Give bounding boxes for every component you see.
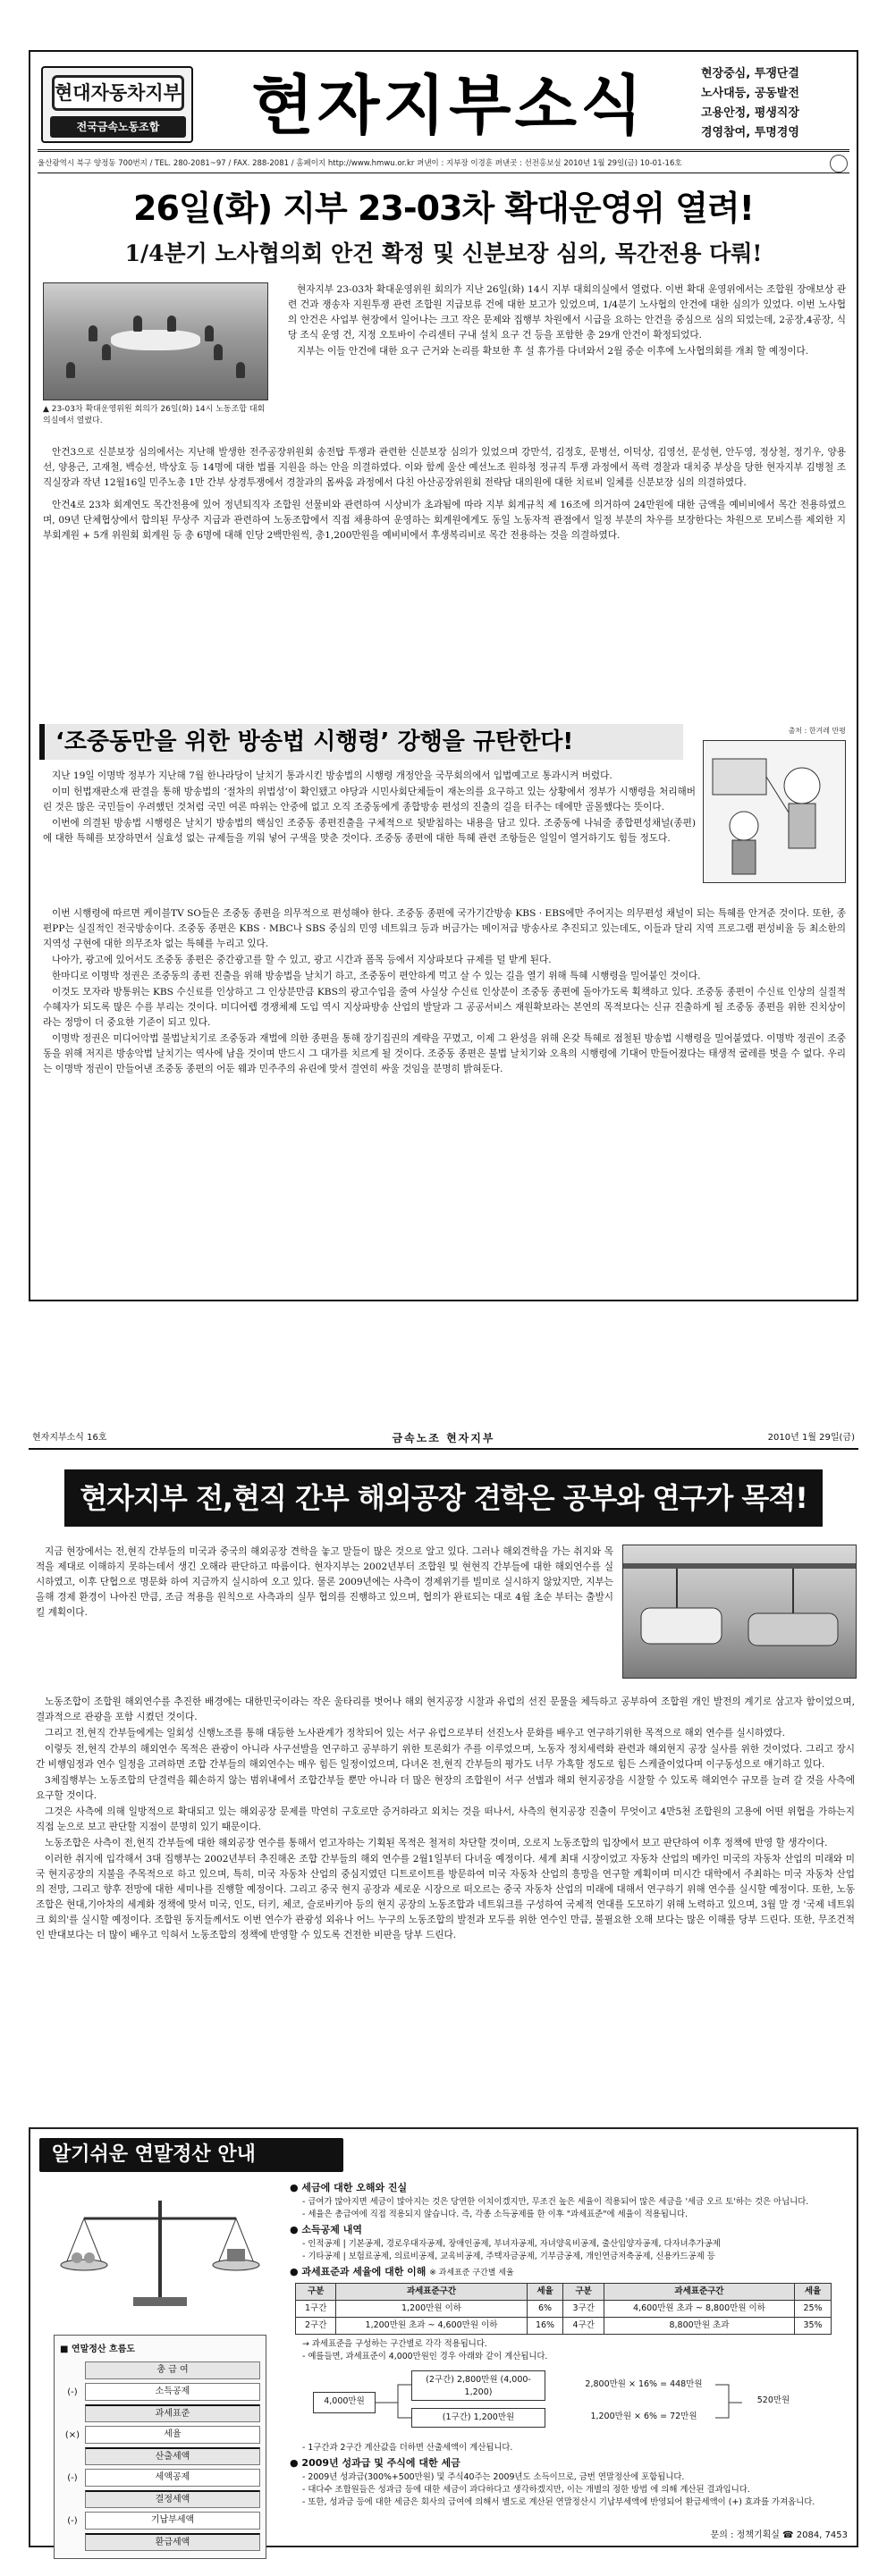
year-end-tax-guide [29, 2127, 858, 2547]
tax-line: - 세율은 총급여에 직접 적용되지 않습니다. 즉, 각종 소득공제를 한 이후 "과세표준"에 세율이 적용됩니다. [302, 2210, 688, 2219]
slogan: 현장중심, 투쟁단결 [701, 67, 799, 80]
article3-headline: 현자지부 전,현직 간부 해외공장 견학은 공부와 연구가 목적! [64, 1469, 823, 1527]
table-cell: 4구간 [563, 2318, 604, 2335]
paragraph: 노동조합이 조합원 해외연수를 추진한 배경에는 대한민국이라는 작은 울타리를 벗어나 해외 현지공장 시찰과 유럽의 선진 문물을 체득하고 공부하여 조합원 개인 발전의 계기로 삼고자 함이었으며, 결과적으로 관광을 포함 시켰던 것이다. [36, 1696, 855, 1722]
union-logo-subtitle: 전국금속노동조합 [50, 116, 186, 138]
balance-scale-icon [48, 2183, 272, 2317]
flow-operator: (-) [67, 2387, 78, 2397]
article3-body-top [36, 1545, 613, 1621]
slogan: 고용안정, 평생직장 [701, 106, 799, 120]
article2-body-top [43, 769, 696, 847]
page2-header [29, 1427, 858, 1450]
tax-guide-title: 알기쉬운 연말정산 안내 [39, 2138, 343, 2172]
paragraph: 이명박 정권은 미디어악법 불법날치기로 조중동과 재벌에 의한 종편을 통해 장기집권의 계략을 꾸몄고, 이제 그 완성을 위해 온갖 특혜로 점철된 방송법 시행령을 밀어붙였다. 이명박 정권이 조중동을 위해 저지른 방송악법 날치기는 역사에 남을 것이며 반드시 그 대가를 치르게 될 것이다. 조중동 종편은 불법 날치기와 오욕의 시행령에 기대어 만들어졌다는 태생적 굴레를 벗을 수 없다. 우리는 이명박 정권이 만들어낸 조중동 종편의 어둔 웨과 민주주의 유린에 맞서 결연히 싸울 것임을 분명히 밝혀둔다. [43, 1033, 846, 1074]
flowchart-title: ■ 연말정산 흐름도 [60, 2344, 136, 2354]
tax-calculation-example [295, 2369, 832, 2438]
table-cell: 16% [527, 2318, 563, 2335]
tax-line: → 과세표준을 구성하는 구간별로 각각 적용됩니다. [302, 2339, 487, 2349]
tax-flowchart [54, 2335, 266, 2559]
paragraph: 그것은 사측에 의해 일방적으로 확대되고 있는 해외공장 문제를 막연히 구호로만 증거하라고 외치는 것을 떠나서, 사측의 현지공장 진출이 무엇이고 4만5천 조합원의 고용에 어떤 위협을 가하는지 직접 눈으로 보고 판단할 지점이 분명히 있기 때문이다. [36, 1806, 855, 1832]
tax-section-title-text: ● 과세표준과 세율에 대한 이해 [290, 2266, 427, 2277]
table-cell: 1,200만원 초과 ~ 4,600만원 이하 [336, 2318, 527, 2335]
slogan: 노사대등, 공동발전 [701, 87, 799, 100]
tax-line: - 2009년 성과급(300%+500만원) 및 주식40주는 2009년도 소득이므로, 금번 연말정산에 포함됩니다. [302, 2472, 685, 2482]
paragraph: 이미 헌법재판소재 판결을 통해 방송법의 ‘절차의 위법성’이 확인됐고 야당과 시민사회단체들이 재논의를 요구하고 있는 상황에서 정부가 시행령을 처리해버린 것은 많은 국민들이 우려했던 것처럼 국민 여론 따위는 안중에 없고 오직 조중동에게 종합방송 편성의 진출의 길을 터주는 데에만 골몰했다는 뜻이다. [43, 787, 696, 812]
article1-headline: 26일(화) 지부 23-03차 확대운영위 열려! [133, 189, 754, 228]
paragraph: 이번 시행령에 따르면 케이블TV SO들은 조중동 종편을 의무적으로 편성해야 한다. 조중동 종편에 국가기간방송 KBS · EBS에만 주어지는 의무편성 채널이 되는 특혜를 안겨준 것이다. 또한, 종편PP는 실질적인 전국방송이다. 조중동 종편은 KBS · MBC나 SBS 중심의 민영 네트워크 등과 버금가는 메이저급 방송사로 추진되고 있는데도, 이들과 달리 지역 프로그램 편성비율 등 최소한의 지역성 구현에 대한 의무조차 없는 특혜를 누리고 있다. [43, 908, 846, 949]
table-cell: 35% [795, 2318, 832, 2335]
union-logo [41, 66, 193, 143]
tax-section-title: ● 2009년 성과급 및 주식에 대한 세금 [290, 2457, 460, 2469]
paragraph: 이러한 취지에 입각해서 3대 집행부는 2002년부터 추진해온 조합 간부들의 해외 연수를 2월1일부터 다녀올 예정이다. 세계 최대 시장이었고 자동차 산업의 메카인 미국의 자동차 산업의 미래와 미국 현지공장의 지불을 주목적으로 하고 있으며, 특히, 미국 자동차 산업의 중심지였던 디트로이트를 방문하여 미국 자동차 산업의 흥망을 연구할 계획이며 미시간 대학에서 주최하는 미국 자동차 산업의 전망, 그리고 향후 전망에 대한 세미나를 진행할 예정이다. 그리고 중국 현지 공장과 세로운 시장으로 떠오르는 중국 자동차 산업의 미래에 대해서 연구하기 위해 연수를 실시할 예정이다. 또한, 노동조합은 현대,기아차의 세계화 정책에 맞서 미국, 인도, 터키, 체코, 슬로바키아 등의 현지 공장의 노동조합과 네트워크를 구성하여 국제적 연대를 도모하기 위해 노력하고 있으며, 3월 말 경 '국제 네트워크 회의'를 실시할 예정이다. 조합원 동지들께서도 이번 연수가 관광성 외유나 어느 누구의 노동조합의 발전과 모두를 위한 연수인 만큼, 불필요한 오해 보다는 많은 이해를 당부 드린다. 또한, 무조건적인 반대보다는 더 많이 배우고 익혀서 노동조합의 정책에 반영할 수 있도록 건전한 비판을 당부 드린다. [36, 1854, 855, 1940]
table-row [296, 2318, 832, 2335]
paragraph: 이것도 모자라 방통위는 KBS 수신료를 인상하고 그 인상분만큼 KBS의 광고수입을 줄여 사실상 수신료 인상분이 조중동 종편에 돌아가도록 획책하고 있다. 조중동 종편이 수신료 인상의 실질적 수혜자가 되도록 많은 수를 부리는 것이다. 미디어렙 경쟁체제 도입 역시 지상파방송 산업의 발달과 그 공공서비스 재원확보라는 본연의 목적보다는 신규 진출하게 될 조중동 종편을 위한 진치상이라는 정망이 더 중요한 기준이 되고 있다. [43, 987, 846, 1028]
calc-bracket-2: (2구간) 2,800만원 (4,000-1,200) [411, 2370, 545, 2401]
slogan-list [701, 64, 848, 143]
seal-icon [830, 155, 848, 173]
slogan: 경영참여, 투명경영 [701, 126, 799, 139]
flow-operator: (-) [67, 2472, 78, 2483]
tax-line: - 1구간과 2구간 계산값을 더하면 산출세액이 계산됩니다. [302, 2443, 513, 2453]
tax-rate-note: ※ 과세표준 구간별 세율 [429, 2269, 514, 2277]
paragraph: 현자지부 23-03차 확대운영위원 회의가 지난 26일(화) 14시 지부 대회의실에서 열렸다. 이번 확대 운영위에서는 조합원 장애보상 관련 건과 쟁송자 지원투쟁 관련 조합원 지급보류 건에 대한 보고가 있었으며, 1/4분기 노사협의 안건에 대한 심의가 있었다. 이번 노사협의 안건은 사업부 현장에서 일어나는 크고 작은 문제와 집행부 차원에서 시급을 요하는 안건을 중심으로 심의 되었는데, 2공장,4공장, 식당 조식 운영 건, 지정 오토바이 수리센터 구내 설치 요구 건 등을 포함한 총 29개 안건이 확정되었다. [288, 284, 846, 341]
tax-line: - 대다수 조합원들은 성과급 등에 대한 세금이 과다하다고 생각하겠지만, 이는 개별의 정한 방법 에 의해 계산된 결과입니다. [302, 2485, 750, 2495]
page2-header-center: 금속노조 현자지부 [392, 1432, 495, 1444]
table-cell: 3구간 [563, 2301, 604, 2318]
tax-line: - 또한, 성과금 등에 대한 세금은 회사의 급여에 의해서 별도로 계산된 연말정산시 기납부세액에 반영되어 환급세액이 (+) 효과를 가져옵니다. [302, 2497, 815, 2507]
flow-step: 총 급 여 [85, 2361, 260, 2379]
calc-tax-1: 1,200만원 × 6% = 72만원 [572, 2408, 715, 2428]
publication-info: 울산광역시 북구 양정동 700번지 / TEL. 280-2081~97 / FAX. 288-2081 / 홈페이지 http://www.hmwu.or.kr 펴낸이 : 지부장 이경훈 펴낸곳 : 선전홍보실 2010년 1월 29일(금) 10-01-16호 [38, 159, 682, 168]
paragraph: 이번에 의결된 방송법 시행령은 날치기 방송법의 핵심인 조중동 종편진출을 구체적으로 뒷받침하는 내용을 담고 있다. 조중동에 나눠줄 종합편성채널(종편)에 대한 특혜를 보장하면서 실효성 없는 규제들을 끼워 넣어 구색을 맞춘 것이다. 조중동 종편에 대한 특혜 관련 조항들은 일일이 열거하기도 힘들 정도다. [43, 818, 696, 844]
masthead [38, 59, 849, 152]
flow-step: 산출세액 [85, 2447, 260, 2465]
flow-step: 결정세액 [85, 2490, 260, 2508]
tax-line: - 예를들면, 과세표준이 4,000만원인 경우 아래와 같이 계산됩니다. [302, 2352, 548, 2361]
flow-operator: (×) [64, 2429, 80, 2440]
page2-header-date: 2010년 1월 29일(금) [767, 1433, 855, 1443]
newsletter-page-1 [29, 50, 858, 1301]
table-cell: 6% [527, 2301, 563, 2318]
table-cell: 1구간 [296, 2301, 336, 2318]
tax-section-title: ● 세금에 대한 오해와 진실 [290, 2182, 408, 2193]
flow-step: 소득공제 [85, 2383, 260, 2401]
table-header: 과세표준구간 [604, 2284, 794, 2301]
calc-bracket-1: (1구간) 1,200만원 [411, 2408, 545, 2428]
publication-info-bar [38, 154, 849, 173]
table-header: 세율 [527, 2284, 563, 2301]
paragraph: 지난 19일 이명박 정부가 지난해 7월 한나라당이 날치기 통과시킨 방송법의 시행령 개정안을 국무회의에서 입법예고로 통과시켜 버렸다. [52, 770, 612, 781]
article1-body [43, 445, 846, 544]
calc-total: 520만원 [742, 2392, 805, 2413]
table-header: 세율 [795, 2284, 832, 2301]
table-cell: 1,200만원 이하 [336, 2301, 527, 2318]
flow-operator: (-) [67, 2515, 78, 2526]
flow-step: 세율 [85, 2426, 260, 2444]
table-cell: 2구간 [296, 2318, 336, 2335]
paragraph: 안건4로 23차 회계연도 목간전용에 있어 정년퇴직자 조합원 선물비와 관련하여 시상비가 초과됨에 따라 지부 회계규칙 제 16조에 의거하여 24만원에 대한 금액을 예비비에서 목간 전용하였으며, 09년 단체협상에서 합의된 무상주 지급과 관련하여 노동조합에서 직접 채용하여 운영하는 회계원에게도 동일 노동자적 관점에서 일정 부분의 차우를 보장한다는 차원으로 모비스를 제외한 지부회계원 + 5개 위원회 회계원 등 총 6명에 대해 인당 2백만원씩, 총1,200만원을 예비비에서 후생복리비로 목간 전용하는 것을 의결하였다. [43, 500, 846, 541]
paragraph: 지금 현장에서는 전,현직 간부들의 미국과 중국의 해외공장 견학을 놓고 말들이 많은 것으로 알고 있다. 그러나 해외견학을 가는 취지와 목적을 제대로 이해하지 못하는데서 생긴 오해라 판단하고 따름이다. 현자지부는 2002년부터 조합원 및 현현직 간부들에 대한 해외연수를 실시하였고, 이후 단협으로 명문화 하여 지금까지 실시하여 오고 있다. 물론 2009년에는 사측이 경제위기를 빌미로 실시하지 않았지만, 지부는 올해 경제 환경이 나아진 만큼, 조금 적용을 원칙으로 사측과의 실무 협의를 진행하고 있으며, 협의가 완료되는 대로 4월 초순 부터는 출발시킬 계획이다. [36, 1546, 613, 1618]
political-cartoon-image [703, 740, 846, 883]
paragraph: 3체집행부는 노동조합의 단결력을 훼손하지 않는 범위내에서 조합간부들 뿐만 아니라 더 많은 현장의 조합원이 서구 선볍과 해외 현지공장을 시찰할 수 있도록 해외연수 규모를 늘려 갈 것을 사측에 요구할 것이다. [36, 1775, 855, 1801]
paragraph: 이렇듯 전,현직 간부의 해외연수 목적은 관광이 아니라 사구선발을 연구하고 공부하기 위한 토론회가 주를 이루었으며, 노동자 정치세력화 관련과 해외현지 공장 실사를 위한 것이었다. 그리고 장시간 비행임정과 연수 일정을 고려하면 조합 간부들의 해외연수는 매우 힘든 일정이었으며, 다녀온 전,현직 간부들의 평가도 너무 가혹할 정도로 힘든 스케쥴이었다며 이구동성으로 얘기하고 있다. [36, 1744, 855, 1770]
calc-base: 4,000만원 [313, 2392, 376, 2413]
article1-lead [288, 282, 846, 360]
table-header: 과세표준구간 [336, 2284, 527, 2301]
table-cell: 8,800만원 초과 [604, 2318, 794, 2335]
article2-body-bottom [43, 906, 846, 1078]
article3-body [36, 1695, 855, 1944]
paragraph: 그리고 전,현직 간부들에게는 일회성 신행노조를 통해 대등한 노사관계가 정착되어 있는 서구 유럽으로부터 선진노사 문화를 배우고 연구하기위한 목적으로 해외 연수를 실시하였다. [45, 1728, 785, 1738]
table-cell: 4,600만원 초과 ~ 8,800만원 이하 [604, 2301, 794, 2318]
page2-header-left: 현자지부소식 16호 [32, 1433, 107, 1443]
paragraph: 한마디로 이명박 정권은 조중동의 종편 진출을 위해 방송법을 날치기 하고, 조중동이 편안하게 먹고 살 수 있는 길을 열기 위해 특혜 시행령을 밀어붙인 것이다. [52, 971, 701, 981]
paragraph: 안건3으로 신분보장 심의에서는 지난해 발생한 전주공장위원회 송전탑 투쟁과 관련한 신분보장 심의가 있었으며 강만석, 김정호, 문병선, 이덕상, 김영선, 문성현, 안두영, 정상철, 정기우, 양용선, 양용근, 고재철, 백승선, 박상호 등 14명에 대한 법률 지원을 하는 안을 의결하였다. 이와 함께 울산 예선노조 원하청 정규직 투쟁 과정에서 폭력 경찰과 대치중 부상을 당한 현자지부 김병철 조직실장과 작년 12월16일 민주노총 1만 간부 상경투쟁에서 경찰과의 몸싸움 과정에서 다친 아산공장위원회 전략담 대의원에 대한 치료비 일체를 신분보장 심의 의결하였다. [43, 447, 846, 488]
tax-line: - 급여가 많아지면 세금이 많아지는 것은 당연한 이치이겠지만, 무조건 높은 세율이 적용되어 많은 세금을 '세금 오르 토'하는 것은 아닙니다. [302, 2197, 809, 2207]
tax-rate-table [295, 2283, 832, 2335]
tax-guide-content [290, 2179, 849, 2509]
calc-tax-2: 2,800만원 × 16% = 448만원 [572, 2376, 715, 2395]
table-row [296, 2301, 832, 2318]
article2-title: ‘조중동만을 위한 방송법 시행령’ 강행을 규탄한다! [39, 724, 683, 760]
tax-line: - 기타공제 | 보험료공제, 의료비공제, 교육비공제, 주택자금공제, 기부금공제, 개인연금저축공제, 신용카드공제 등 [302, 2252, 715, 2261]
table-cell: 25% [795, 2301, 832, 2318]
paragraph: 지부는 이들 안건에 대한 요구 근거와 논리를 확보한 후 설 휴가를 다녀와서 2월 중순 이후에 노사협의회를 개최 할 예정이다. [297, 346, 809, 357]
cartoon-source: 출처 : 한겨레 만평 [788, 727, 846, 735]
flow-step: 기납부세액 [85, 2512, 260, 2530]
article1-subhead: 1/4분기 노사협의회 안건 확정 및 신분보장 심의, 목간전용 다뤄! [124, 240, 763, 266]
union-logo-name: 현대자동차지부 [52, 75, 184, 111]
newsletter-page-2 [29, 1427, 858, 2547]
tax-section-title: ● 소득공제 내역 [290, 2224, 363, 2235]
flow-step: 세액공제 [85, 2469, 260, 2487]
flow-step: 과세표준 [85, 2404, 260, 2422]
contact-info: 문의 : 정책기획실 ☎ 2084, 7453 [710, 2530, 848, 2540]
table-header: 구분 [296, 2284, 336, 2301]
meeting-photo [43, 282, 268, 400]
paragraph: 노동조합은 사측이 전,현직 간부들에 대한 해외공장 연수를 통해서 얻고자하는 기획된 목적은 철저히 차단할 것이며, 오로지 노동조합의 입장에서 보고 판단하여 이후 정책에 반영 할 생각이다. [45, 1838, 828, 1848]
factory-photo [622, 1545, 857, 1679]
tax-section-title [290, 2266, 849, 2279]
tax-line: - 인적공제 | 기본공제, 경로우대자공제, 장애인공제, 부녀자공제, 자녀양육비공제, 출산입양자공제, 다자녀추가공제 [302, 2239, 721, 2249]
table-header: 구분 [563, 2284, 604, 2301]
newsletter-title: 현자지부소식 [251, 67, 646, 143]
meeting-photo-caption: ▲ 23-03차 확대운영위원 회의가 26일(화) 14시 노동조합 대회의실에서 열렸다. [43, 405, 266, 425]
paragraph: 나아가, 광고에 있어서도 조중동 종편은 중간광고를 할 수 있고, 광고 시간과 폼목 등에서 지상파보다 규제를 덜 받게 된다. [52, 955, 552, 965]
flow-step: 환급세액 [85, 2533, 260, 2551]
